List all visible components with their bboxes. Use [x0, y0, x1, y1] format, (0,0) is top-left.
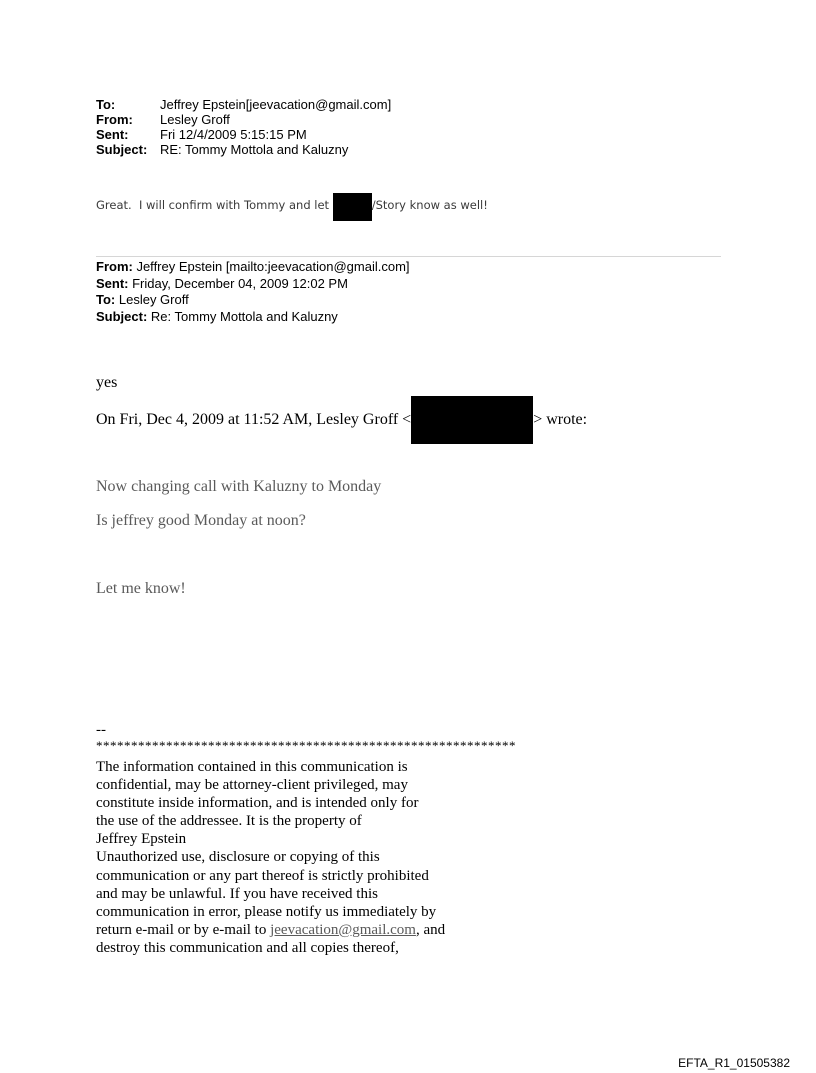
- notice-return-line: [96, 921, 445, 939]
- reply-text-before: Great. I will confirm with Tommy and let: [96, 198, 333, 212]
- orig-subject-row: [96, 309, 410, 326]
- redaction-box: [333, 193, 372, 221]
- subject-label: Subject:: [96, 142, 148, 157]
- notice-line: destroy this communication and all copies thereof,: [96, 939, 399, 956]
- orig-subject-label: Subject:: [96, 308, 148, 324]
- reply-text-after: /Story know as well!: [371, 198, 488, 212]
- orig-from-label: From:: [96, 259, 133, 274]
- notice-line: the use of the addressee. It is the property of: [96, 813, 362, 830]
- message-divider: [96, 256, 721, 257]
- body-yes: yes: [96, 374, 118, 391]
- signature-dashes: --: [96, 722, 106, 738]
- to-label: To:: [96, 97, 116, 112]
- return-text-after: , and: [415, 921, 446, 938]
- signature-stars: ************************************************************: [96, 738, 516, 753]
- orig-to-label: To:: [96, 292, 116, 307]
- email-header: [96, 97, 391, 157]
- orig-to-row: [96, 292, 410, 309]
- orig-sent-value: Friday, December 04, 2009 12:02 PM: [128, 275, 348, 291]
- orig-sent-label: Sent:: [96, 275, 129, 291]
- quoted-line-2: Is jeffrey good Monday at noon?: [96, 512, 306, 529]
- notice-line: Unauthorized use, disclosure or copying of this: [96, 849, 380, 866]
- notice-line: Jeffrey Epstein: [96, 831, 187, 848]
- quote-intro: [96, 396, 587, 444]
- redaction-box: [411, 396, 533, 444]
- orig-sent-row: [96, 276, 410, 293]
- quoted-line-3: Let me know!: [96, 580, 186, 597]
- quote-intro-after: > wrote:: [533, 411, 588, 428]
- notice-line: communication in error, please notify us immediately by: [96, 903, 437, 920]
- header-from-row: [96, 112, 391, 127]
- from-value: Lesley Groff: [160, 112, 230, 127]
- header-sent-row: [96, 127, 391, 142]
- confidentiality-notice: [96, 758, 445, 957]
- from-label: From:: [96, 112, 133, 127]
- notice-line: and may be unlawful. If you have received this: [96, 885, 378, 902]
- notice-line: communication or any part thereof is strictly prohibited: [96, 867, 429, 884]
- notice-line: confidential, may be attorney-client privileged, may: [96, 777, 408, 794]
- original-message-header: [96, 259, 410, 325]
- quote-intro-before: On Fri, Dec 4, 2009 at 11:52 AM, Lesley Groff <: [96, 411, 412, 428]
- orig-from-value: Jeffrey Epstein [mailto:jeevacation@gmail.com]: [132, 259, 410, 274]
- subject-value: RE: Tommy Mottola and Kaluzny: [160, 142, 349, 157]
- to-value: Jeffrey Epstein[jeevacation@gmail.com]: [160, 97, 392, 112]
- quoted-line-1: Now changing call with Kaluzny to Monday: [96, 478, 382, 495]
- orig-subject-value: Re: Tommy Mottola and Kaluzny: [147, 308, 338, 324]
- reply-message: [96, 189, 488, 221]
- sent-value: Fri 12/4/2009 5:15:15 PM: [160, 127, 307, 142]
- notice-line: The information contained in this communication is: [96, 759, 408, 775]
- return-text: return e-mail or by e-mail to: [96, 921, 271, 938]
- notice-line: constitute inside information, and is intended only for: [96, 795, 419, 812]
- header-subject-row: [96, 142, 391, 157]
- email-link[interactable]: jeevacation@gmail.com: [270, 921, 416, 938]
- sent-label: Sent:: [96, 127, 129, 142]
- header-to-row: [96, 97, 391, 112]
- orig-to-value: Lesley Groff: [115, 292, 189, 307]
- orig-from-row: [96, 259, 410, 276]
- document-id: EFTA_R1_01505382: [678, 1056, 790, 1070]
